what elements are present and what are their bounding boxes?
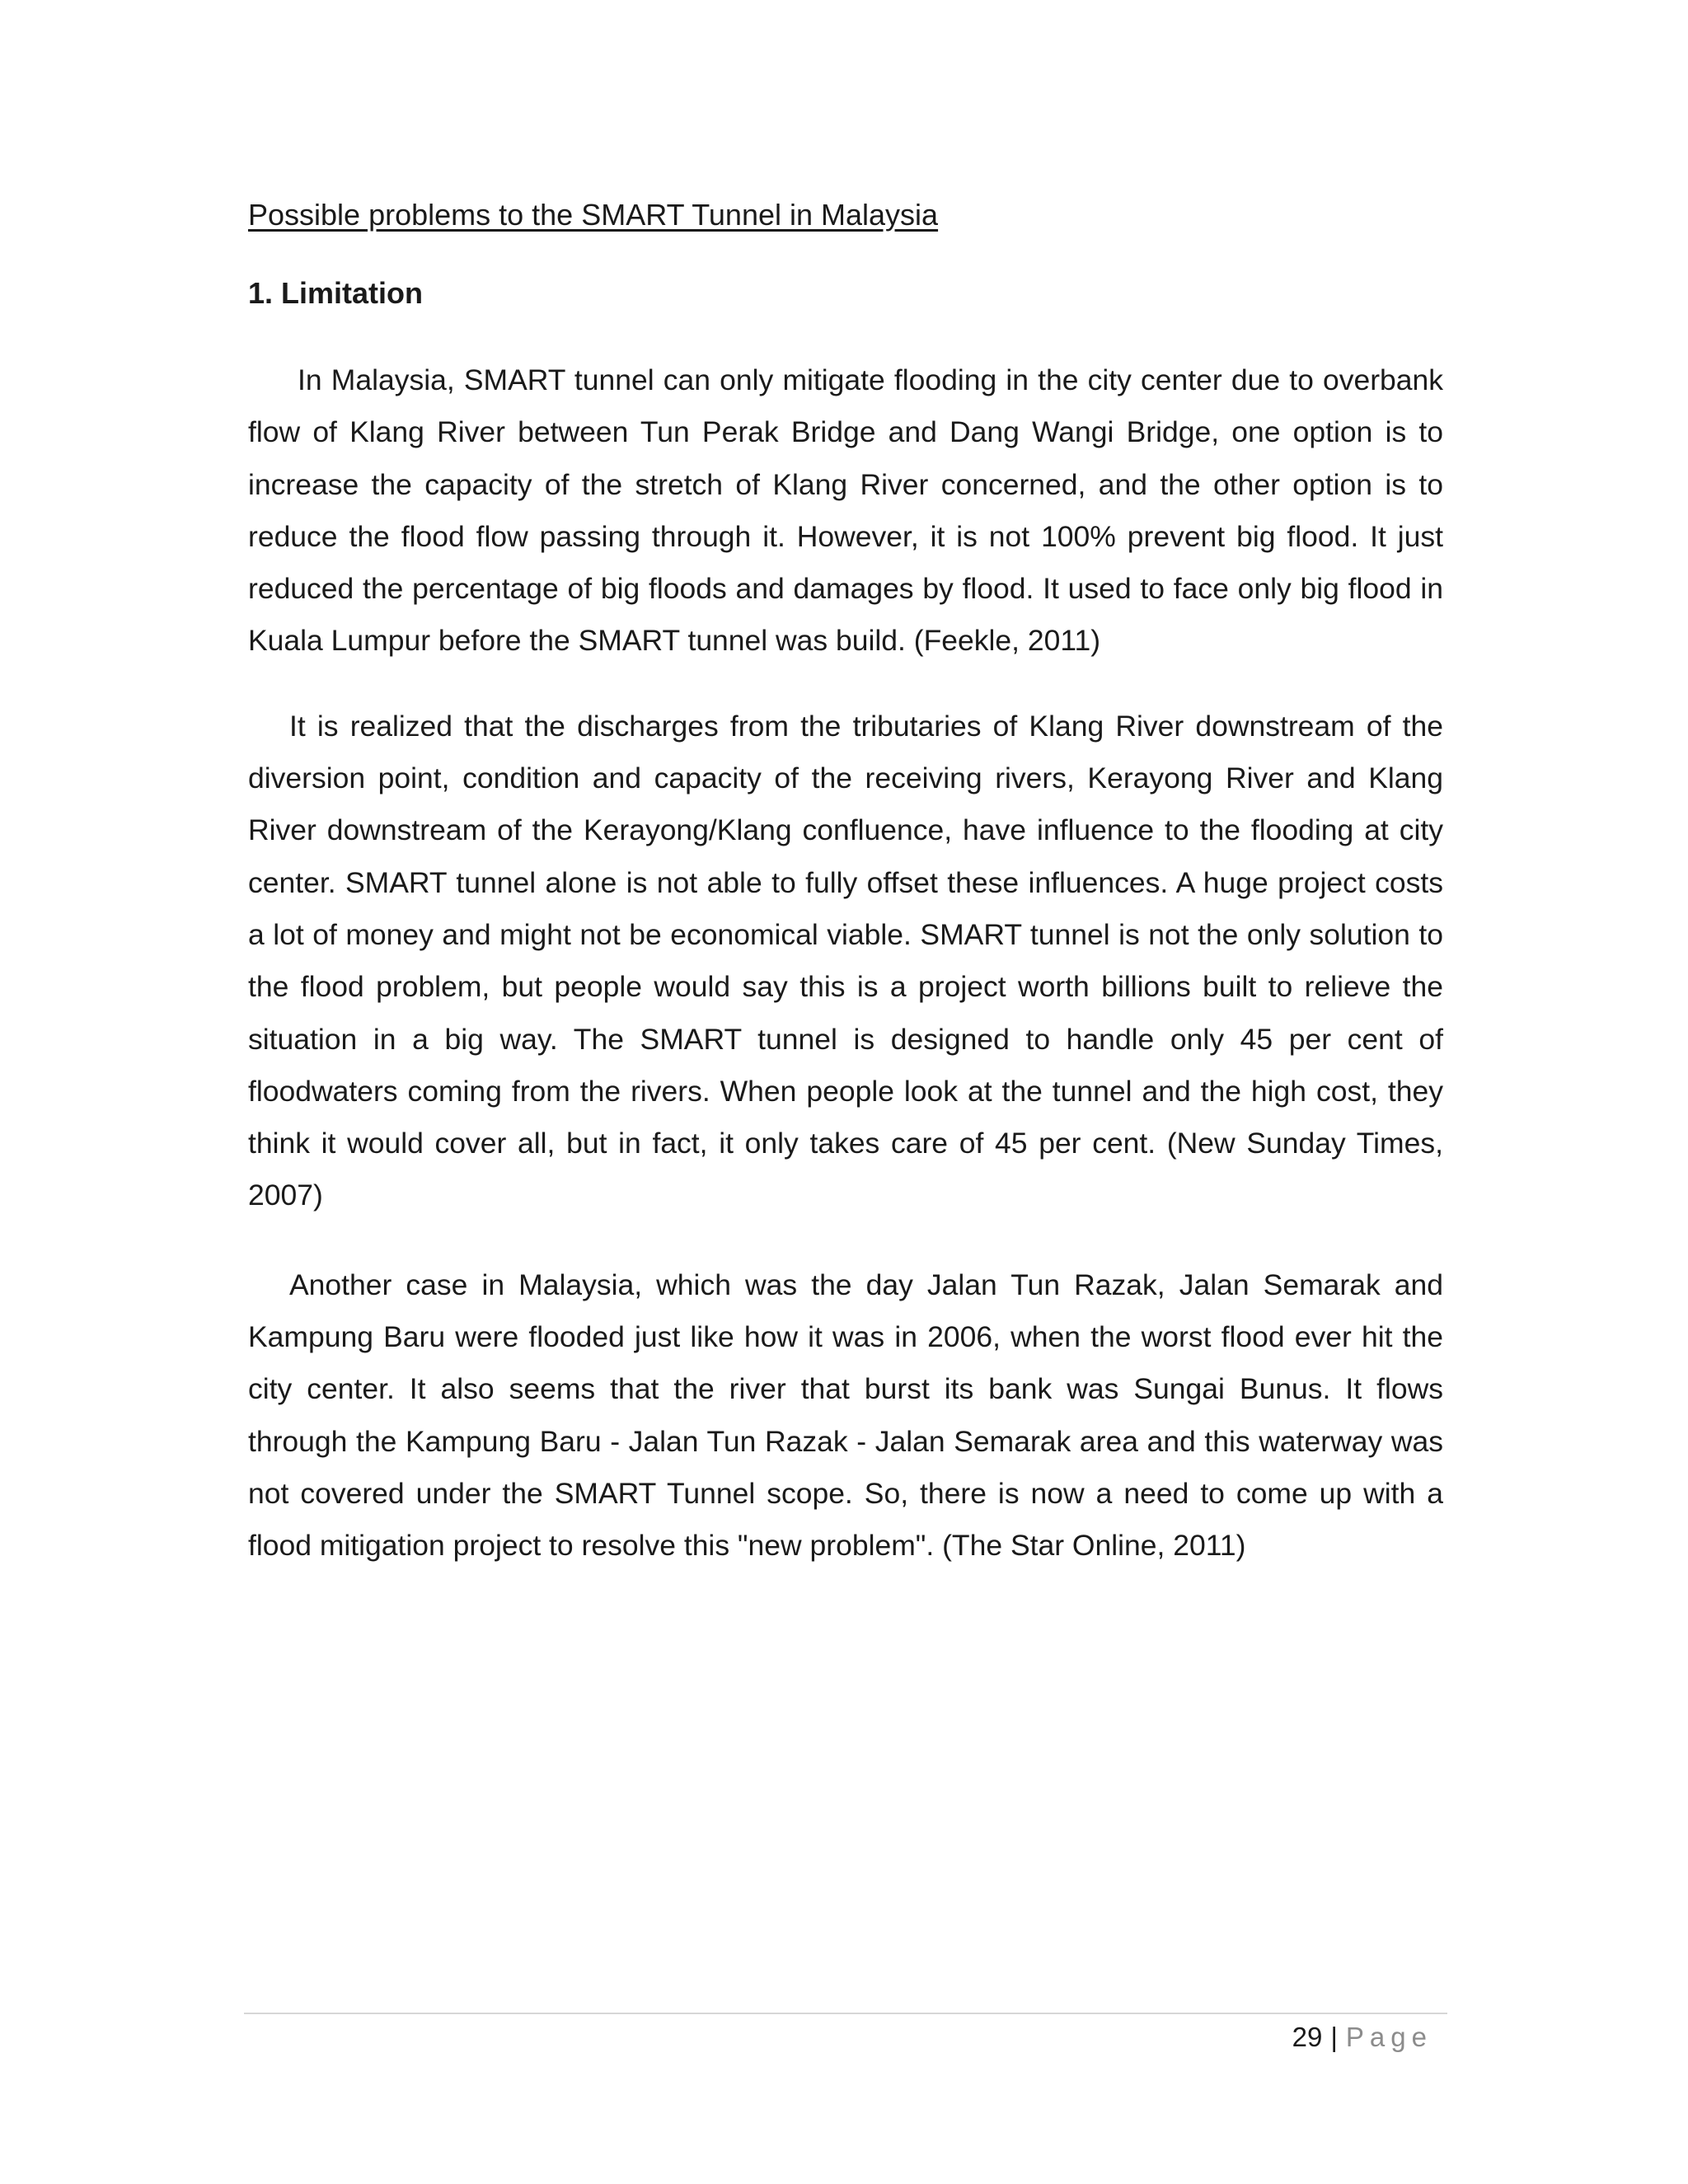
body-paragraph-2: It is realized that the discharges from the tributaries of Klang River downstream of the diversion point, condition and capacity of the receiving rivers, Kerayong River and Klang River downstream of the Kerayong/Klang confluence, have influence to the flooding at city center. SMART tunnel alone is not able to fully offset these influences. A huge project costs a lot of money and might not be economical viable. SMART tunnel is not the only solution to the flood problem, but people would say this is a project worth billions built to relieve the situation in a big way. The SMART tunnel is designed to handle only 45 per cent of floodwaters coming from the rivers. When people look at the tunnel and the high cost, they think it would cover all, but in fact, it only takes care of 45 per cent. (New Sunday Times, 2007) [248, 709, 1443, 1212]
body-paragraph-3: Another case in Malaysia, which was the day Jalan Tun Razak, Jalan Semarak and Kampung Baru were flooded just like how it was in 2006, when the worst flood ever hit the city center. It also seems that the river that burst its bank was Sungai Bunus. It flows through the Kampung Baru - Jalan Tun Razak - Jalan Semarak area and this waterway was not covered under the SMART Tunnel scope. So, there is now a need to come up with a flood mitigation project to resolve this "new problem". (The Star Online, 2011) [248, 1268, 1443, 1563]
subsection-heading: 1. Limitation [248, 276, 424, 310]
page-footer [1292, 2018, 1432, 2057]
footer-separator: | [1330, 2022, 1338, 2052]
footer-divider [244, 2013, 1447, 2014]
page-content [248, 193, 1443, 1572]
page-number: 29 [1292, 2022, 1323, 2052]
page-label: Page [1345, 2022, 1432, 2052]
section-heading: Possible problems to the SMART Tunnel in Malaysia [248, 198, 939, 232]
body-paragraph-1: In Malaysia, SMART tunnel can only mitigate flooding in the city center due to overbank flow of Klang River between Tun Perak Bridge and Dang Wangi Bridge, one option is to increase the capacity of the stretch of Klang River concerned, and the other option is to reduce the flood flow passing through it. However, it is not 100% prevent big flood. It just reduced the percentage of big floods and damages by flood. It used to face only big flood in Kuala Lumpur before the SMART tunnel was build. (Feekle, 2011) [248, 363, 1443, 658]
